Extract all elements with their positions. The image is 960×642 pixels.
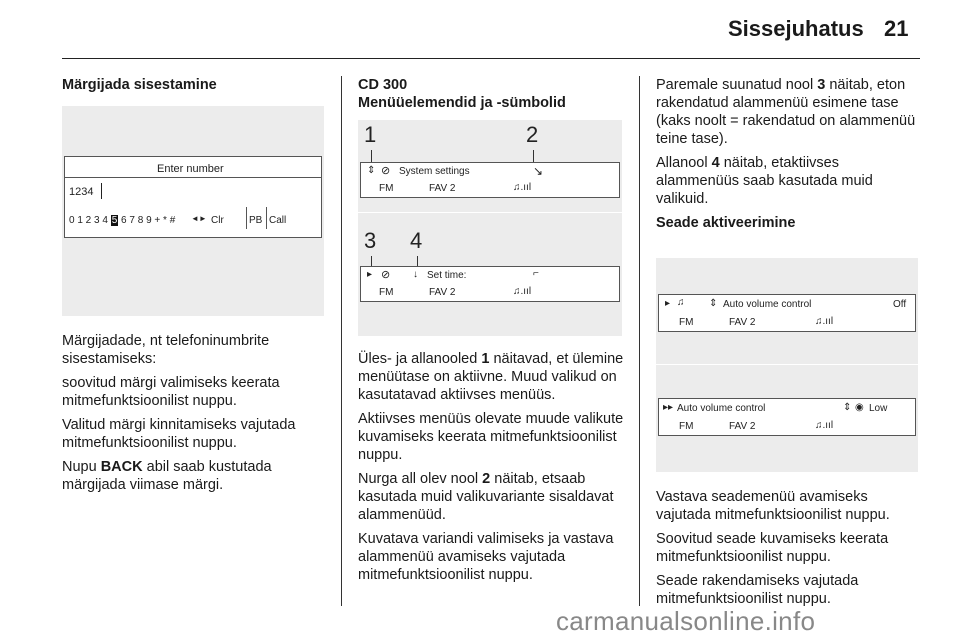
- display-screen: [64, 156, 322, 238]
- display-screen: [360, 266, 620, 302]
- corner-arrow-icon: ⌐: [533, 268, 539, 279]
- paragraph: [62, 458, 330, 494]
- figure-menu-symbols: [358, 120, 622, 336]
- text: näitab, eton rakendatud alammenüü esimene tase (kaks noolt = rakendatud on alammenüü teine tase).: [656, 77, 916, 147]
- column-2: [358, 76, 628, 118]
- paragraph: soovitud märgi valimiseks keerata mitmefunktsioonilist nuppu.: [62, 375, 280, 409]
- section-heading: Märgijada sisestamine: [62, 77, 217, 93]
- down-arrow-icon: ↓: [413, 269, 418, 280]
- display-screen: [658, 398, 916, 436]
- text: Allanool: [656, 155, 708, 171]
- signal-icon: ♫.ııl: [815, 420, 834, 431]
- setting-value: Low: [869, 403, 888, 414]
- fav-label: FAV 2: [429, 287, 456, 298]
- clock-icon: ⊘: [381, 269, 391, 281]
- softkey-divider: [246, 207, 247, 229]
- back-key-label: BACK: [100, 459, 143, 475]
- music-note-icon: ♫: [677, 297, 685, 308]
- text: Nupu: [62, 459, 97, 475]
- column-3-text: [656, 488, 924, 614]
- radio-selected-icon: ◉: [855, 402, 864, 413]
- fav-label: FAV 2: [429, 183, 456, 194]
- text: Paremale suunatud nool: [656, 77, 814, 93]
- signal-icon: ♫.ııl: [513, 286, 532, 297]
- callout-number: 2: [482, 471, 491, 487]
- column-divider-2: [639, 76, 640, 606]
- fm-label: FM: [379, 183, 394, 194]
- paragraph: Kuvatava variandi valimiseks ja vastava alammenüü avamiseks vajutada mitmefunktsioonilist nuppu.: [358, 531, 614, 583]
- page-number: 21: [884, 16, 909, 41]
- callout-1: 1: [364, 122, 377, 147]
- screen-title: Enter number: [157, 163, 224, 175]
- paragraph: Soovitud seade kuvamiseks keerata mitmefunktsioonilist nuppu.: [656, 531, 889, 565]
- text: Nurga all olev nool: [358, 471, 479, 487]
- paragraph: [656, 154, 918, 208]
- display-screen: [360, 162, 620, 198]
- menu-title: System settings: [399, 166, 470, 177]
- paragraph: Vastava seademenüü avamiseks vajutada mitmefunktsioonilist nuppu.: [656, 489, 890, 523]
- figure-divider: [656, 364, 918, 365]
- column-1-text: [62, 332, 330, 500]
- text: näitab, etaktiivses alammenüüs saab kasutada muid valikuid.: [656, 155, 873, 207]
- typed-number: 1234: [69, 186, 94, 198]
- watermark: carmanualsonline.info: [556, 606, 816, 636]
- cursor: [101, 183, 102, 199]
- fm-label: FM: [379, 287, 394, 298]
- signal-icon: ♫.ııl: [513, 182, 532, 193]
- right-arrow-icon: ▸: [367, 269, 373, 280]
- up-down-arrows-icon: ⇕: [709, 298, 718, 309]
- callout-number: 3: [817, 77, 826, 93]
- paragraph: [656, 76, 918, 148]
- paragraph: Valitud märgi kinnitamiseks vajutada mitmefunktsioonilist nuppu.: [62, 417, 296, 451]
- clr-softkey: Clr: [211, 215, 224, 226]
- right-arrow-icon: ▸: [665, 298, 671, 309]
- menu-title: Set time:: [427, 270, 467, 281]
- setting-title: Auto volume control: [677, 403, 766, 414]
- text: Üles- ja allanooled: [358, 351, 478, 367]
- figure-device-activation: [656, 258, 918, 472]
- column-3: [656, 76, 918, 238]
- digits-before: 0 1 2 3 4: [69, 215, 108, 226]
- column-1: [62, 76, 326, 100]
- display-screen: [658, 294, 916, 332]
- paragraph: Seade rakendamiseks vajutada mitmefunktsioonilist nuppu.: [656, 573, 859, 607]
- paragraph: [358, 470, 630, 524]
- digits-after: 6 7 8 9 + * #: [121, 215, 176, 226]
- selected-digit: 5: [111, 215, 118, 226]
- paragraph: [358, 350, 630, 404]
- text: näitavad, et ülemine menüütase on aktiivne. Muud valikud on kasutatavad aktiivses menüüs.: [358, 351, 624, 403]
- fm-label: FM: [679, 421, 694, 432]
- page-title: Sissejuhatus: [728, 16, 864, 41]
- pb-softkey: PB: [249, 215, 263, 226]
- figure-divider: [358, 212, 622, 213]
- callout-3: 3: [364, 228, 377, 253]
- callout-number: 4: [711, 155, 720, 171]
- paragraph: Märgijadade, nt telefoninumbrite sisestamiseks:: [62, 333, 270, 367]
- fm-label: FM: [679, 317, 694, 328]
- signal-icon: ♫.ııl: [815, 316, 834, 327]
- setting-value: Off: [893, 299, 907, 310]
- setting-title: Auto volume control: [723, 299, 812, 310]
- header-rule: [62, 58, 920, 59]
- section-heading: CD 300: [358, 77, 408, 93]
- callout-2: 2: [526, 122, 539, 147]
- column-2-text: [358, 350, 630, 590]
- callout-number: 1: [481, 351, 490, 367]
- up-down-arrows-icon: ⇕: [367, 165, 376, 176]
- text: abil saab kustutada märgijada viimase märgi.: [62, 459, 272, 493]
- text: näitab, etsaab kasutada muid valikuvariante sisaldavat alammenüüd.: [358, 471, 614, 523]
- clock-icon: ⊘: [381, 165, 391, 177]
- fav-label: FAV 2: [729, 317, 756, 328]
- softkey-divider: [266, 207, 267, 229]
- call-softkey: Call: [269, 215, 287, 226]
- section-heading: Seade aktiveerimine: [656, 215, 796, 231]
- figure-enter-number: [62, 106, 324, 316]
- up-down-arrows-icon: ⇕: [843, 402, 852, 413]
- double-right-arrow-icon: ▸▸: [663, 402, 674, 413]
- screen-divider: [65, 177, 321, 178]
- fav-label: FAV 2: [729, 421, 756, 432]
- digit-row: [69, 215, 175, 226]
- arrows-icon: ◄►: [191, 214, 207, 223]
- submenu-arrow-icon: ↘: [533, 164, 544, 178]
- column-divider-1: [341, 76, 342, 606]
- section-subheading: Menüüelemendid ja -sümbolid: [358, 95, 566, 111]
- paragraph: Aktiivses menüüs olevate muude valikute kuvamiseks keerata mitmefunktsioonilist nuppu.: [358, 411, 624, 463]
- callout-4: 4: [410, 228, 423, 253]
